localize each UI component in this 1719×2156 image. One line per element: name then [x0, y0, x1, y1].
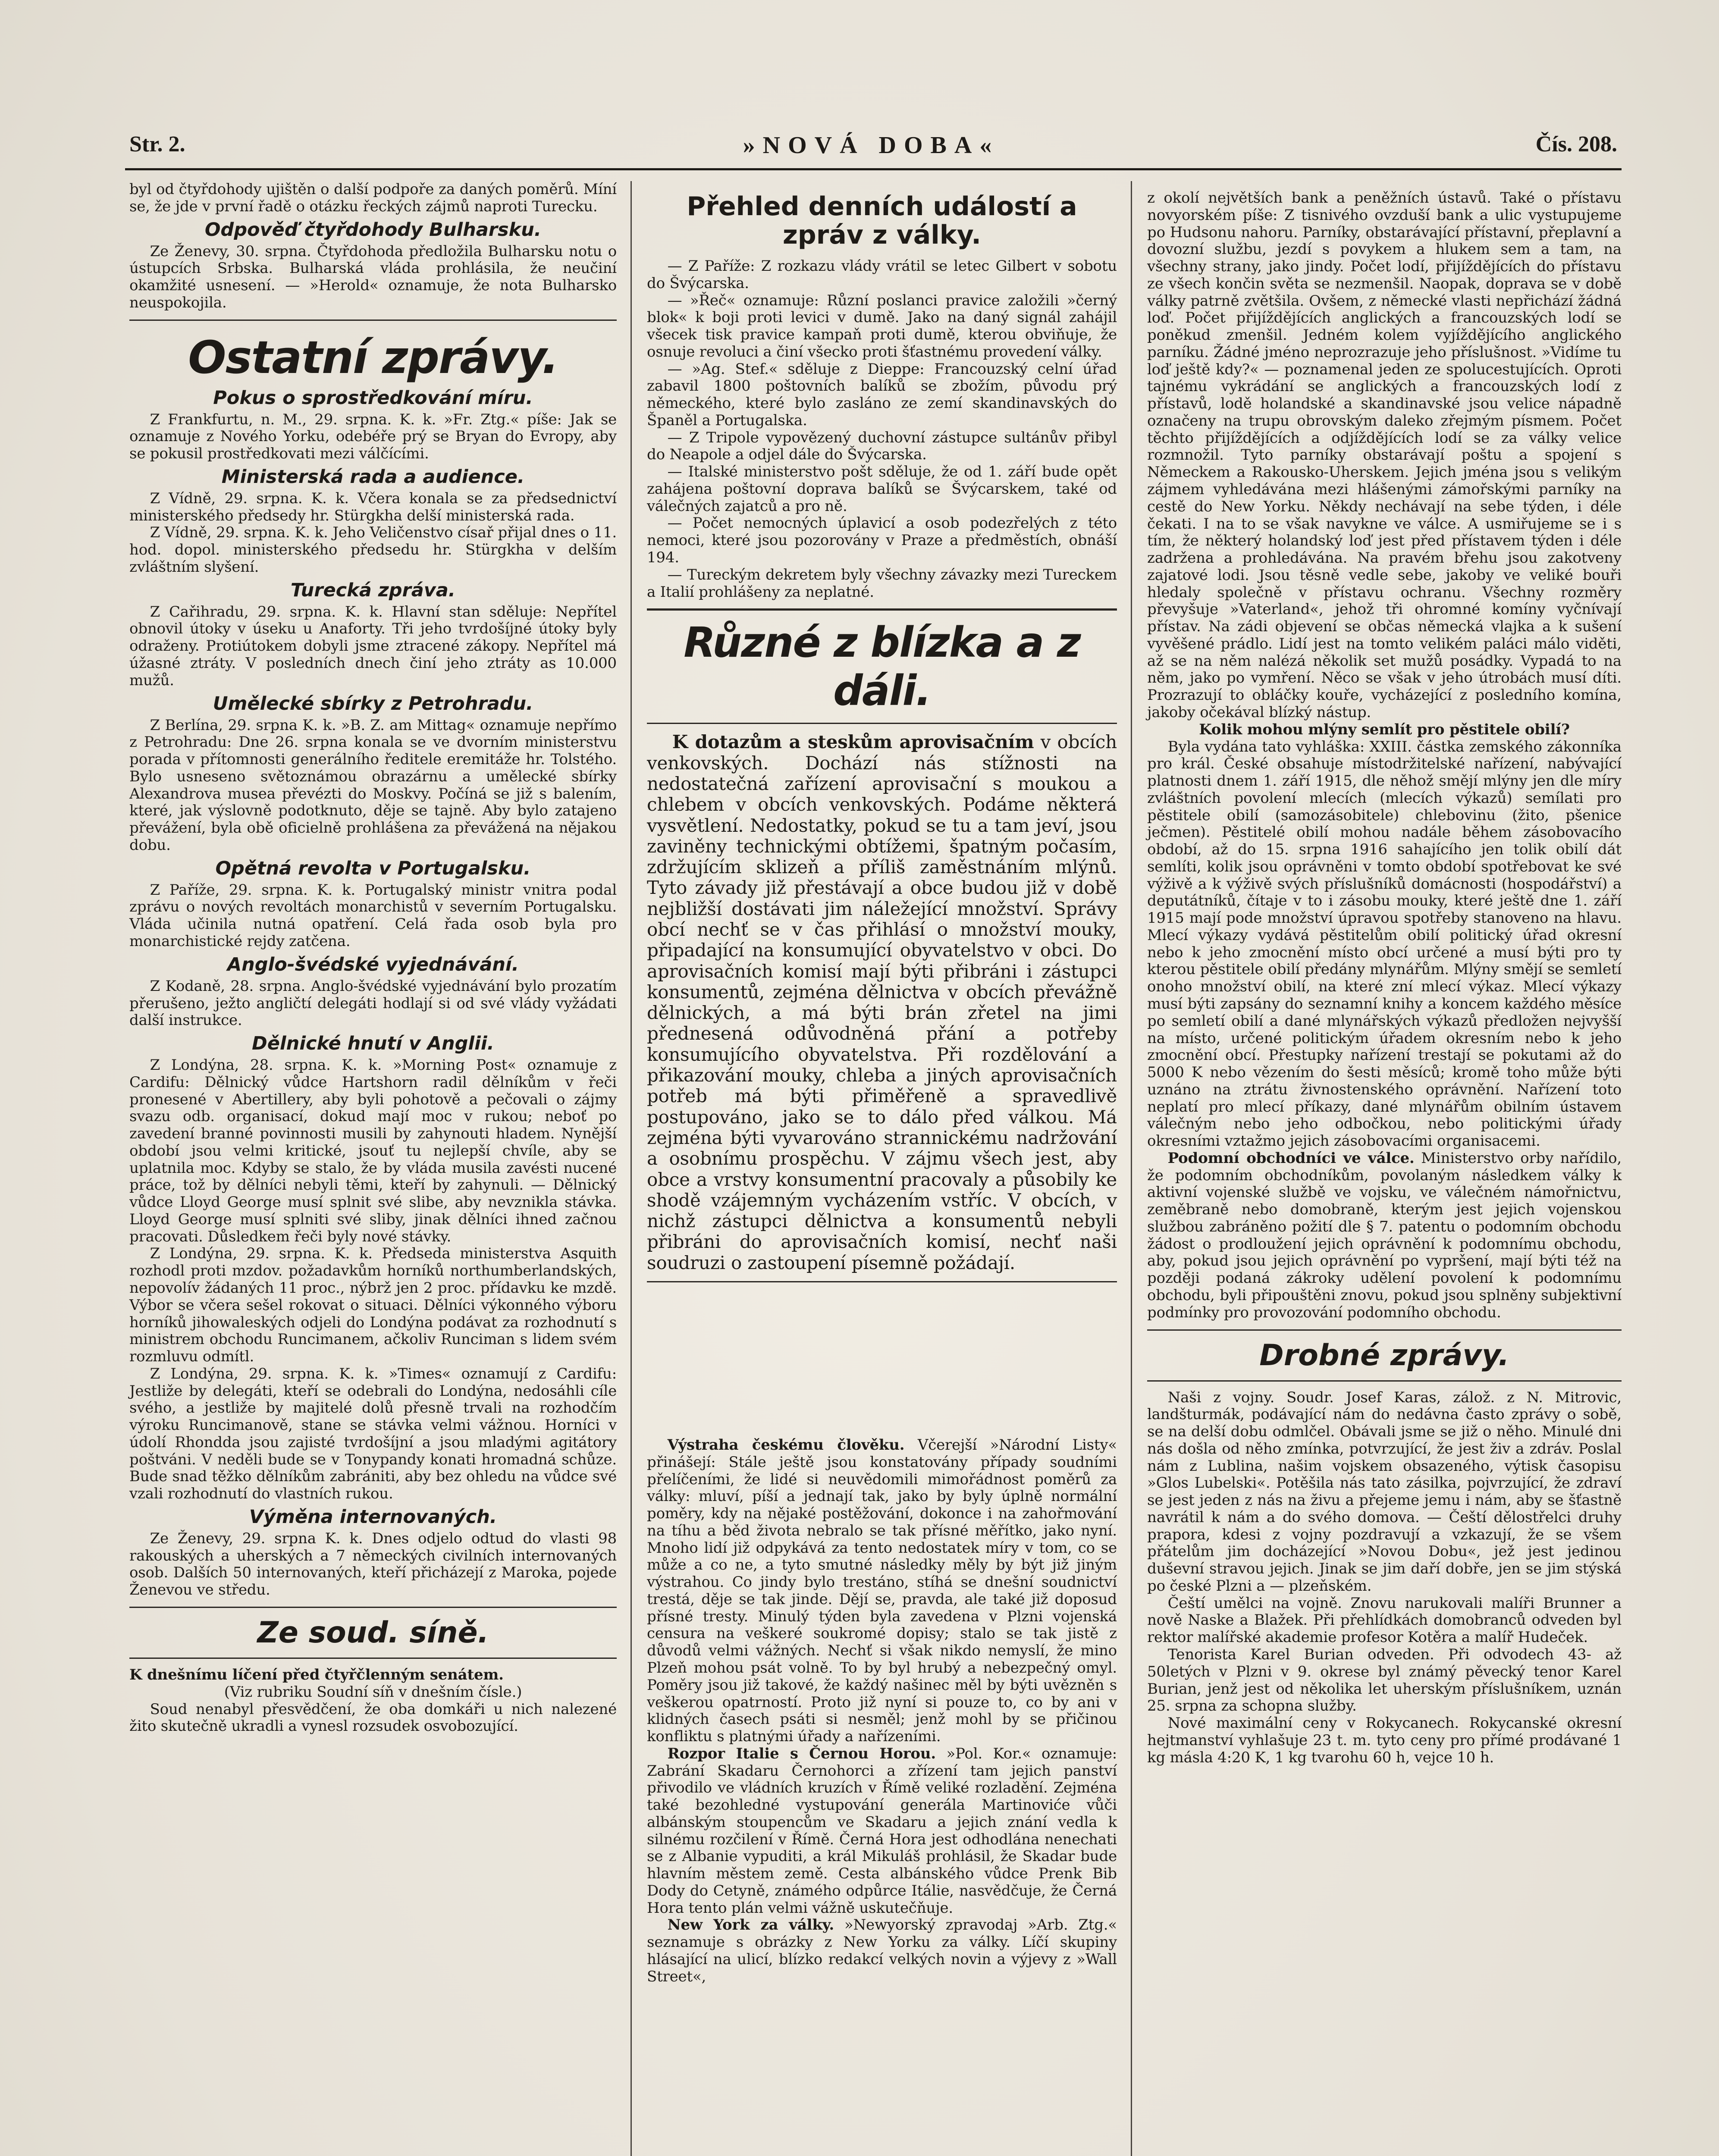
- column-1: [129, 181, 617, 1735]
- article-subhead: K dnešnímu líčení před čtyřčlenným senátem.: [129, 1666, 504, 1683]
- article-text: Z Cařihradu, 29. srpna. K. k. Hlavní stan sděluje: Nepřítel obnovil útoky v úseku u Anaforty. Tři jeho tvrdošíjné útoky byly odraženy. Protiútokem dobyli jsme ztracené zákopy. Nepřítel má úžasné ztráty. V posledních dnech činí jeho ztráty as 10.000 mužů.: [129, 603, 617, 689]
- section-title: Ze soud. síně.: [257, 1616, 489, 1650]
- article-text: v obcích venkovských. Dochází nás stížnosti na nedostatečná zařízení aprovisační s moukou a chlebem v obcích venkovských. Podáme některá vysvětlení. Nedostatky, pokud se tu a tam jeví, jsou zaviněny technickými obtížemi, špatným počasím, zdržujícím sklizeň a příliš zaměstnáním mlýnů. Tyto závady již přestávají a obce budou již v době nejbližší dostávati jim náležející množství. Správy obcí nechť se v čas přihlásí o množství mouky, připadající na konsumující obyvatelstvo v obci. Do aprovisačních komisí mají býti přibráni i zástupci konsumentů, zejména dělnictva v obcích převážně dělnických, a má býti brán zřetel na jimi přednesená odůvodněná přání a potřeby konsumujícího obyvatelstva. Při rozdělování a přikazování mouky, chleba a jiných aprovisačních potřeb má býti přiměřeně a spravedlivě postupováno, jako se to dálo před válkou. Má zejména býti vyvarováno strannickému nadržování a osobnímu prospěchu. V zájmu všech jest, aby obce a vrstvy konsumentní pracovaly a působily ke shodě vzájemným vycházením vstříc. V obcích, v nichž zástupci dělnictva a konsumentů nebyli přibráni do aprovisačních komisí, nechť naši soudruzi o zastoupení písemně požádají.: [647, 731, 1117, 1273]
- divider: [1147, 1329, 1622, 1331]
- article-text: Soud nenabyl přesvědčení, že oba domkáři u nich nalezené žito skutečně ukradli a vynesl rozsudek osvobozující.: [129, 1700, 617, 1735]
- section-title: Různé z blízka a z dáli.: [684, 618, 1080, 715]
- news-item: Naši z vojny. Soudr. Josef Karas, zálož. z N. Mitrovic, landšturmák, podávající nám do nedávna často zprávy o sobě, se na delší dobu odmlčel. Obávali jsme se již o něho. Minulé dni nás došla od něho zmínka, potvrzující, že jest živ a zdráv. Poslal nám z Lublina, našim vojskem obsazeného, výtisk časopisu »Glos Lubelski«. Potěšila nás tato zásilka, pojvrzující, že zdraví se jest jeden z nás na živu a přejeme jemu i nám, aby se šťastně navrátil k nám a do svého domova. — Čeští dělostřelci druhy prapora, kdesi z vojny pozdravují a vzkazují, že se všem přátelům jim docházející »Novou Dobu«, jež jest jedinou duševní stravou jejich. Jinak se jim daří dobře, jen se jim stýská po české Plzni a — plzeňském.: [1147, 1388, 1622, 1595]
- article-lead: Výstraha českému člověku.: [667, 1436, 905, 1454]
- article-text: Ministerstvo orby nařídilo, že podomním obchodníkům, povolaným následkem války k aktivní vojenské službě ve vojsku, ve válečném námořnictvu, zeměbraně nebo domobraně, kterým jest jejich vojenskou službou zabráněno požití dle § 7. patentu o podomním obchodu žádost o prodloužení jejich oprávnění k podomnímu obchodu, aby, pokud jsou jejich oprávnění po vypršení, mají býti též na později podaná zákroky udělení povolení k podomnímu obchodu, byli připouštěni znovu, pokud jsou splněny subjektivní podmínky pro provozování podomního obchodu.: [1147, 1149, 1622, 1321]
- article-text: Z Frankfurtu, n. M., 29. srpna. K. k. »Fr. Ztg.« píše: Jak se oznamuje z Nového Yorku, odebéře prý se Bryan do Evropy, aby se pokusil prostředkovati mezi válčícími.: [129, 411, 617, 463]
- article-lead: Podomní obchodníci ve válce.: [1167, 1149, 1415, 1167]
- page-number: Str. 2.: [129, 132, 185, 157]
- headline: Anglo-švédské vyjednávání.: [227, 953, 519, 975]
- divider: [129, 1607, 617, 1608]
- article-text: Z Berlína, 29. srpna K. k. »B. Z. am Mittag« oznamuje nepřímo z Petrohradu: Dne 26. srpna konala se ve dvorním ministerstvu porada v přítomnosti generálního ředitele eremitáže hr. Tolstého. Bylo usneseno světoznámou obrazárnu a umělecké sbírky Alexandrova musea převézti do Moskvy. Počíná se již s balením, které, jak výslovně podotknuto, děje se tajně. Aby bylo zatajeno převážení, byla obě oficielně prohlášena za převážená na nějakou dobu.: [129, 716, 617, 854]
- header-rule: [125, 168, 1622, 170]
- headline: Kolik mohou mlýny semlít pro pěstitele obilí?: [1199, 721, 1570, 738]
- divider: [1147, 1380, 1622, 1382]
- article-text: »Newyorský zpravodaj »Arb. Ztg.« seznamuje s obrázky z New Yorku za války. Líčí skupiny hlásající na ulicí, blízko redakcí velkých novin a výjevy z »Wall Street«,: [647, 1916, 1117, 1985]
- divider: [647, 723, 1117, 724]
- page-header: [129, 132, 1617, 162]
- news-item: Tenorista Karel Burian odveden. Při odvodech 43- až 50letých v Plzni v 9. okrese byl známý pěvecký tenor Karel Burian, jenž jest od několika let uherským příslušníkem, uznán 25. srpna za schopna služby.: [1147, 1646, 1622, 1715]
- summary-item: — Tureckým dekretem byly všechny závazky mezi Tureckem a Italií prohlášeny za neplatné.: [647, 566, 1117, 601]
- article-text: Z Londýna, 28. srpna. K. k. »Morning Post« oznamuje z Cardifu: Dělnický vůdce Hartshorn radil dělníkům v řeči pronesené v Abertillery, aby byli pohotově a pečovali o zájmy svazu odb. organisací, dokud mají moc v rukou; neboť po zavedení branné povinnosti musili by zahynouti hladem. Nynější období jsou velmi kritické, jsouť tu nejlepší chvíle, aby se uplatnila moc. Kdyby se stalo, že by vláda musila zavésti nucené práce, tož by dělníci nebyli těmi, kteří by zahynuli. — Dělnický vůdce Lloyd George musí splnit své slibe, aby nevznikla stávka. Lloyd George musí splniti své sliby, jinak dělníci ihned začnou pracovati. Důsledkem řeči byly nové stávky.: [129, 1056, 617, 1245]
- masthead: »NOVÁ DOBA«: [743, 132, 1000, 159]
- article-text: Z Paříže, 29. srpna. K. k. Portugalský ministr vnitra podal zprávu o nových revoltách monarchistů v severním Portugalsku. Vláda učinila nutná opatření. Celá řada osob byla pro monarchistické rejdy zatčena.: [129, 881, 617, 950]
- article-text: Z Vídně, 29. srpna. K. k. Jeho Veličenstvo císař přijal dnes o 11. hod. dopol. ministerského předsedu hr. Stürgkha v delším zvláštním slyšení.: [129, 524, 617, 576]
- article-continuation: z okolí největších bank a peněžních ústavů. Také o přístavu novyorském píše: Z tisnivého ovzduší bank a ulic vystupujeme po Hudsonu nahoru. Parníky, obstarávající přístavní, přeplavní a dovozní službu, jezdí s povykem a hlukem sem a tam, na všechny strany, jako jindy. Počet lodí, přijíždějících do přístavu ze všech končin světa se nezmenšil. Naopak, doprava se v době války patrně zvětšila. Ovšem, z německé vlasti nepřichází žádná loď. Počet přijíždějících anglických a francouzských lodí se poněkud zmenšil. Jedném kolem vyjíždějícího anglického parníku. Žádné jméno neprozrazuje jeho příslušnost. »Vidíme tu loď ještě kdy?« — poznamenal jeden ze spolucestujících. Oproti tajnému vykrádání se anglických a francouzských lodí z přístavů, lodě holandské a skandinavské jsou velice nápadně označeny na trupu obrovským daleko zřejmým písmem. Počet těchto přijíždějících a odjíždějících lodí se za války velice rozmnožil. Tyto parníky obstarávají poštu a spojení s Německem a Rakousko-Uherskem. Jejich jména jsou s velikým zájmem vyhledávána mezi hlášenými zámořskými parníky na cestě do New Yorku. Někdy nechávají na sebe týden, i déle čekati. I na to se však navykne ve válce. A usmiřujeme se i s tím, že některý holandský loď jest před přístavem týden i déle zadržena a prohledávána. Na pravém břehu jsou zakotveny zajatové lodi. Jsou těsně vedle sebe, jakoby ve veliké bouři hledaly společně v přístavu ochranu. Všechny rozměry převyšuje »Vaterland«, jehož tři ohromné komíny vyčnívají přístav. Na zádi objevení se občas německá vlajka a k sušení vyvěšené prádlo. Lidí jest na tomto velikém paláci málo viděti, až se na něm nalézá několik set mužů posádky. Vypadá to na něm, jako po vymření. Něco se však v jeho útrobách musí díti. Prozrazují to obláčky kouře, vycházející z posledního komína, jakoby očekával blízký nástup.: [1147, 189, 1622, 721]
- article-text: Včerejší »Národní Listy« přinášejí: Stále ještě jsou konstatovány případy soudními přelíčeními, že lidé si neuvědomili mimořádnost poměrů za války: mluví, píší a jednají tak, jako by byly úplně normální poměry, kdy na nějaké postěžování, dokonce i na zahořmování na tíhu a běd života nebralo se tak přísné měřítko, jako nyní. Mnoho lidí již odpykává za tento nedostatek míry v tom, co se může a co ne, a tyto smutné následky měly by být již jiným výstrahou. Co jindy bylo trestáno, stíhá se dnešní soudnictví trestá, děje se tak jinde. Dějí se, pravda, ale také již doposud přísné tresty. Minulý týden byla zavedena v Plzni vojenská censura na veškeré soukromé dopisy; stalo se tak jistě z důvodů velmi vážných. Nechť si však nikdo nemyslí, že mino Plzeň mohou psát volně. To by byl hrubý a nebezpečný omyl. Poměry jsou již takové, že každý našinec měl by býti uvězněn s veškerou opatrností. Proto již nyní si pouze to, co by ani v klidných časech psáti si nesměl; jenž mohl by se přičinou konfliktu s platnými úřady a nařízeními.: [647, 1436, 1117, 1745]
- divider: [647, 608, 1117, 611]
- summary-item: — »Řeč« oznamuje: Různí poslanci pravice založili »černý blok« k boji proti levici v dumě. Jako na daný signál zahájil všecek tisk pravice kampaň proti dumě, kterou obviňuje, že osnuje revoluci a činí všecko proti šťastnému provedení války.: [647, 291, 1117, 360]
- news-item: Čeští umělci na vojně. Znovu narukovali malíři Brunner a nově Naske a Blažek. Při přehlídkách domobranců odveden byl rektor malířské akademie profesor Kotěra a malíř Hudeček.: [1147, 1594, 1622, 1646]
- article-text: Z Londýna, 29. srpna. K. k. »Times« oznamují z Cardifu: Jestliže by delegáti, kteří se odebrali do Londýna, nedosáhli cíle svého, a jestliže by majitelé dolů přesně trvali na rozhodčím výroku Runcimanově, stane se stávka velmi vážnou. Horníci v údolí Rhondda jsou zajisté tvrdošíjní a jsou mladými agitátory poštváni. V neděli bude se v Tonypandy konati hromadná schůze. Bude snad těžko dělníkům zabrániti, aby bez ohledu na vůdce své vzali rozhodnutí do vlastních rukou.: [129, 1365, 617, 1503]
- blank-space: [647, 1290, 1117, 1437]
- divider: [129, 320, 617, 321]
- article-text: Z Vídně, 29. srpna. K. k. Včera konala se za předsednictví ministerského předsedy hr. Stürgkha delší ministerská rada.: [129, 489, 617, 524]
- section-title: Drobné zprávy.: [1259, 1338, 1509, 1373]
- article-lead: Rozpor Italie s Černou Horou.: [667, 1745, 936, 1762]
- column-2: [647, 190, 1117, 1986]
- column-divider: [1131, 181, 1132, 2156]
- article-continuation: byl od čtyřdohody ujištěn o další podpoře za daných poměrů. Míní se, že jde v první řadě o otázku řeckých zájmů naproti Turecku.: [129, 181, 617, 215]
- column-divider: [631, 181, 632, 2156]
- article-text: »Pol. Kor.« oznamuje: Zabrání Skadaru Černohorci a zřízení tam jejich panství přivodilo ve vládních kruzích v Římě veliké rozladění. Zejména také bezohledné vystupování generála Martinoviće vůči albánským stoupencům ve Skadaru a jejich znání vedla k silnému rozčilení v Římě. Černá Hora jest odhodlána nenechati se z Albanie vypuditi, a král Mikuláš prohlásil, že Skadar bude hlavním městem země. Cesta albánského vůdce Prenk Bib Dody do Cetyně, známého odpůrce Itálie, nasvědčuje, že Černá Hora tento plán velmi vážně uskutečňuje.: [647, 1745, 1117, 1917]
- section-title: Ostatní zprávy.: [188, 331, 558, 384]
- divider: [129, 1658, 617, 1659]
- headline: Umělecké sbírky z Petrohradu.: [213, 693, 533, 714]
- headline: Výměna internovaných.: [249, 1506, 497, 1528]
- summary-item: — »Ag. Stef.« sděluje z Dieppe: Francouzský celní úřad zabavil 1800 poštovních balíků se zbožím, původu prý německého, které bylo zasláno ze zemí skandinavských do Španěl a Portugalska.: [647, 360, 1117, 429]
- summary-item: — Z Tripole vypovězený duchovní zástupce sultánův přibyl do Neapole a odjel dále do Švýcarska.: [647, 429, 1117, 464]
- issue-number: Čís. 208.: [1535, 132, 1617, 157]
- summary-item: — Z Paříže: Z rozkazu vlády vrátil se letec Gilbert v sobotu do Švýcarska.: [647, 257, 1117, 292]
- news-item: Nové maximální ceny v Rokycanech. Rokycanské okresní hejtmanství vyhlašuje 23 t. m. tyto ceny pro přímé prodávané 1 kg másla 4:20 K, 1 kg tvarohu 60 h, vejce 10 h.: [1147, 1714, 1622, 1766]
- headline: Odpověď čtyřdohody Bulharsku.: [204, 219, 542, 241]
- headline: Ministerská rada a audience.: [221, 466, 525, 488]
- article-text: Z Londýna, 29. srpna. K. k. Předseda ministerstva Asquith rozhodl proti mzdov. požadavkům horníků northumberlandských, nepovolív žádaných 11 proc., nýbrž jen 2 proc. přídavku ke mzdě. Výbor se včera sešel rokovat o situaci. Dělníci výkonného výboru horníků jihowaleských odjeli do Londýna podávat za rozhodnutí s ministrem obchodu Runcimanem, ačkoliv Runciman s lidem svém rozmluvu odmítl.: [129, 1245, 617, 1366]
- article-text: Ze Ženevy, 30. srpna. Čtyřdohoda předložila Bulharsku notu o ústupcích Srbska. Bulharská vláda prohlásila, že neučiní okamžité usnesení. — »Herold« oznamuje, že nota Bulharsko neuspokojila.: [129, 242, 617, 311]
- article-lead: K dotazům a steskům aprovisačním: [672, 731, 1034, 753]
- article-lead: New York za války.: [667, 1916, 834, 1934]
- article-text: Z Kodaně, 28. srpna. Anglo-švédské vyjednávání bylo prozatím přerušeno, ježto angličtí delegáti hodlají si od své vlády vyžádati další instrukce.: [129, 977, 617, 1029]
- column-3: [1147, 190, 1622, 1766]
- divider: [647, 1281, 1117, 1282]
- headline: Turecká zpráva.: [290, 579, 456, 601]
- section-title: Přehled denních událostí a zpráv z války.: [687, 191, 1077, 250]
- article-text: Byla vydána tato vyhláška: XXIII. částka zemského zákonníka pro král. České obsahuje místodržitelské nařízení, nabývající platnosti dnem 1. září 1915, dle něhož smějí mlýny jen dle míry zvláštních povolení mlecích (mlecích výkazů) semílati pro pěstitele obilí (samozásobitele) chlebovinu (žito, pšenice ječmen). Pěstitelé obilí mohou nadále během zásobovacího období, až do 15. srpna 1916 sahajícího jen tolik obilí dát semlíti, kolik jsou oprávněni v tomto období spotřebovat ke své výživě a k výživě svých příslušníků domácnosti (hospodářství) a deputátníků, čítaje v to i zásobu mouky, které ještě dne 1. září 1915 mají pode množství úpravou spotřeby stanoveno na hlavu. Mlecí výkazy vydává pěstitelům obilí politický úřad okresní nebo k jeho zmocnění místo obcí určené a musí býti pro ty kterou pěstitele obilí předány mlynářům. Mlýny smějí se semletí onoho množství obilí, na které zní mlecí výkaz. Mlecí výkazy musí býti zapsány do seznamní knihy a koncem každého měsíce po semletí obilí a dané mlynářských výkazů předložen nejvyšší na místo, určené politickým úřadem okresním nebo k jeho zmocnění obcí. Přestupky nařízení trestají se pokutami až do 5000 K nebo vězením do šesti měsíců; kromě toho může býti uznáno na ztrátu živnostenského oprávnění. Nařízení toto neplatí pro mlecí příkazy, dané mlynářům obilním ústavem válečným nebo jeho odbočkou, nebo politickými úřady okresními vztažmo jejich zásobovacími organisacemi.: [1147, 738, 1622, 1150]
- article-text: Ze Ženevy, 29. srpna K. k. Dnes odjelo odtud do vlasti 98 rakouských a uherských a 7 německých civilních internovaných osob. Dalších 50 internovaných, kteří přicházejí z Maroka, pojede Ženevou ve středu.: [129, 1529, 617, 1599]
- summary-item: — Počet nemocných úplavicí a osob podezřelých z této nemoci, které jsou pozorovány v Praze a předměstích, obnáší 194.: [647, 514, 1117, 567]
- summary-item: — Italské ministerstvo pošt sděluje, že od 1. září bude opět zahájena poštovní doprava balíků se Švýcarskem, také od válečných zajatců a pro ně.: [647, 463, 1117, 515]
- headline: Pokus o sprostředkování míru.: [213, 387, 533, 409]
- headline: Opětná revolta v Portugalsku.: [215, 857, 531, 879]
- headline: Dělnické hnutí v Anglii.: [252, 1033, 494, 1055]
- article-note: (Viz rubriku Soudní síň v dnešním čísle.): [224, 1683, 522, 1701]
